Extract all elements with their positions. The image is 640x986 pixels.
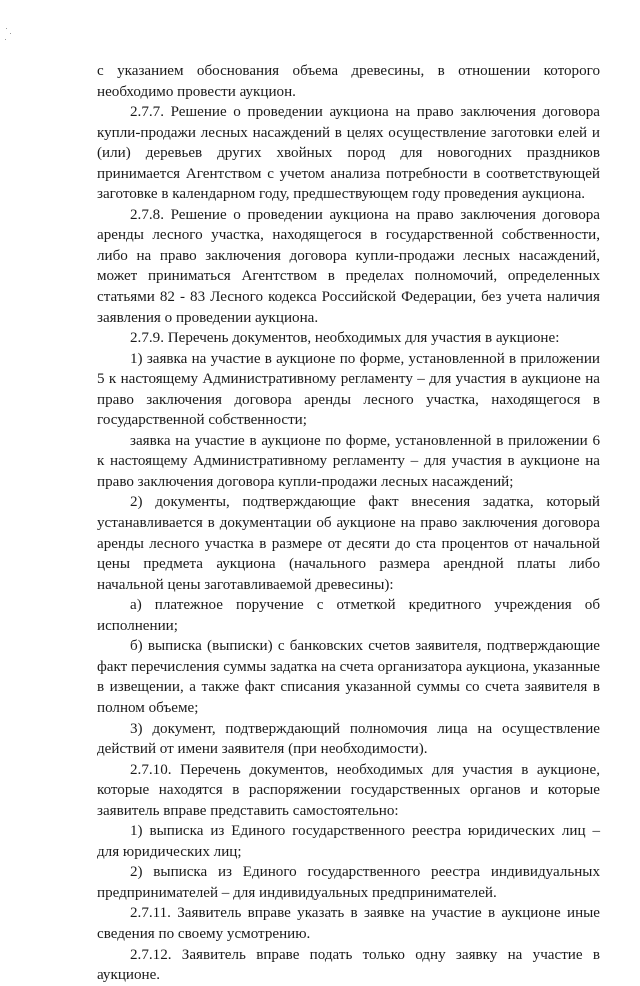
paragraph-2-7-10: 2.7.10. Перечень документов, необходимых для участия в аукционе, которые находятся в распоряжении государственных органов и которые заявитель вправе представить самостоятельно: [97, 761, 600, 819]
paragraph-2-7-8: 2.7.8. Решение о проведении аукциона на право заключения договора аренды лесного участка, находящегося в государственной собственности, либо на право заключения договора купли-продажи лесных насаждений, может приниматься Агентством в пределах полномочий, определенных статьями 82 - 83 Лесного кодекса Российской Федерации, без учета наличия заявления о проведении аукциона. [97, 206, 600, 326]
list-item-application-lease: 1) заявка на участие в аукционе по форме, установленной в приложении 5 к настоящему Административному регламенту – для участия в аукционе на право заключения договора аренды лесного участка, находящегося в государственной собственности; [97, 350, 600, 429]
list-item-authority-document: 3) документ, подтверждающий полномочия лица на осуществление действий от имени заявителя (при необходимости). [97, 720, 600, 758]
list-item-payment-order: а) платежное поручение с отметкой кредитного учреждения об исполнении; [97, 597, 600, 634]
list-item-deposit-documents: 2) документы, подтверждающие факт внесения задатка, который устанавливается в документации об аукционе на право заключения договора аренды лесного участка в размере от десяти до ста процентов от начальной цены предмета аукциона (начального размера арендной платы либо начальной цены заготавливаемой древесины): [97, 494, 600, 593]
list-item-entrepreneurs-register: 2) выписка из Единого государственного реестра индивидуальных предпринимателей – для индивидуальных предпринимателей. [97, 864, 600, 901]
paragraph-2-7-9: 2.7.9. Перечень документов, необходимых для участия в аукционе: [130, 330, 560, 347]
paragraph-continuation: с указанием обоснования объема древесины, в отношении которого необходимо провести аукцион. [97, 63, 600, 100]
paragraph-2-7-7: 2.7.7. Решение о проведении аукциона на право заключения договора купли-продажи лесных насаждений в целях осуществление заготовки елей и (или) деревьев других хвойных пород для новогодних праздников принимается Агентством с учетом анализа потребности в соответствующей заготовке в календарном году, предшествующем году проведения аукциона. [97, 104, 600, 203]
list-item-legal-entities-register: 1) выписка из Единого государственного реестра юридических лиц – для юридических лиц; [97, 823, 600, 860]
list-item-application-sale: заявка на участие в аукционе по форме, установленной в приложении 6 к настоящему Административному регламенту – для участия в аукционе на право заключения договора купли-продажи лесных насаждений; [97, 432, 600, 490]
paragraph-2-7-11: 2.7.11. Заявитель вправе указать в заявке на участие в аукционе иные сведения по своему усмотрению. [97, 905, 600, 942]
list-item-bank-statement: б) выписка (выписки) с банковских счетов заявителя, подтверждающие факт перечисления суммы задатка на счета организатора аукциона, указанные в извещении, а также факт списания указанной суммы со счета заявителя в полном объеме; [97, 638, 600, 716]
scan-artifact [4, 28, 14, 42]
paragraph-2-7-12: 2.7.12. Заявитель вправе подать только одну заявку на участие в аукционе. [97, 946, 600, 984]
document-page [97, 61, 600, 986]
